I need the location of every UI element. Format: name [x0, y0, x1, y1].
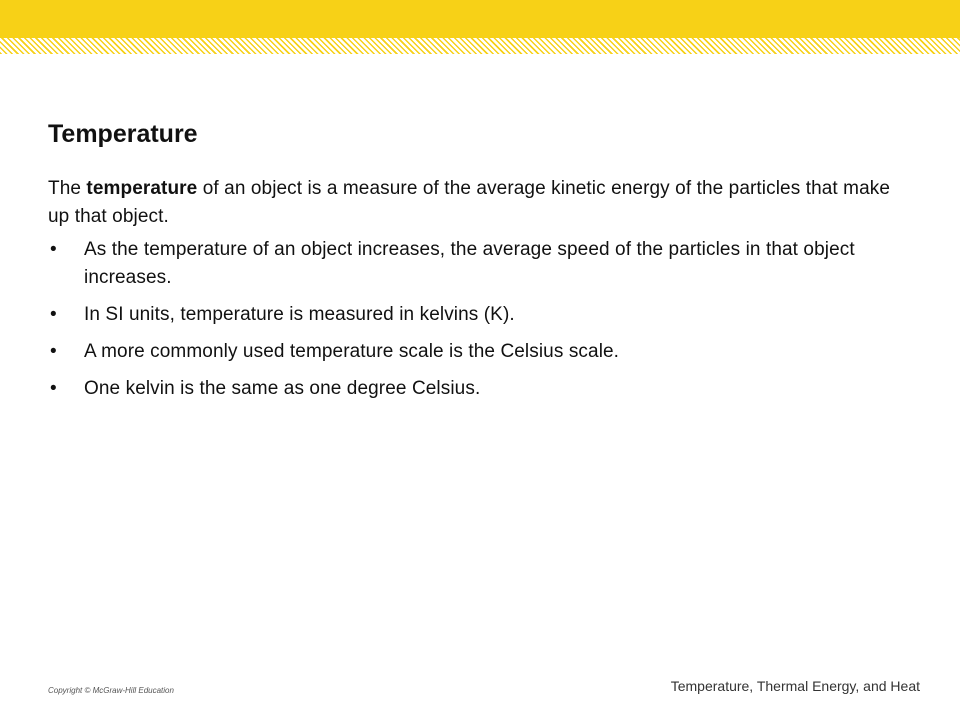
bullet-list	[48, 236, 918, 412]
bullet-item	[48, 236, 918, 292]
intro-text-end: of an object is a measure of the average kinetic energy of the particles that make up that object.	[48, 178, 891, 227]
bullet-dot-icon: •	[50, 239, 57, 260]
bullet-dot-icon: •	[50, 304, 57, 325]
bullet-item	[48, 301, 918, 329]
header-hatch-pattern	[0, 38, 960, 54]
bullet-text: One kelvin is the same as one degree Celsius.	[84, 378, 481, 399]
bullet-dot-icon: •	[50, 378, 57, 399]
intro-text-start: The	[48, 178, 87, 199]
bullet-item	[48, 338, 918, 366]
bullet-text: As the temperature of an object increases, the average speed of the particles in that object increases.	[84, 239, 855, 288]
bullet-item	[48, 375, 918, 403]
bullet-dot-icon: •	[50, 341, 57, 362]
footer-section-title: Temperature, Thermal Energy, and Heat	[670, 678, 920, 694]
slide-title: Temperature	[48, 120, 198, 148]
intro-paragraph	[48, 175, 908, 231]
bullet-text: In SI units, temperature is measured in kelvins (K).	[84, 304, 515, 325]
intro-keyword: temperature	[86, 178, 198, 199]
bullet-text: A more commonly used temperature scale is the Celsius scale.	[84, 341, 620, 362]
copyright-notice: Copyright © McGraw-Hill Education	[48, 686, 174, 695]
header-color-band	[0, 0, 960, 38]
